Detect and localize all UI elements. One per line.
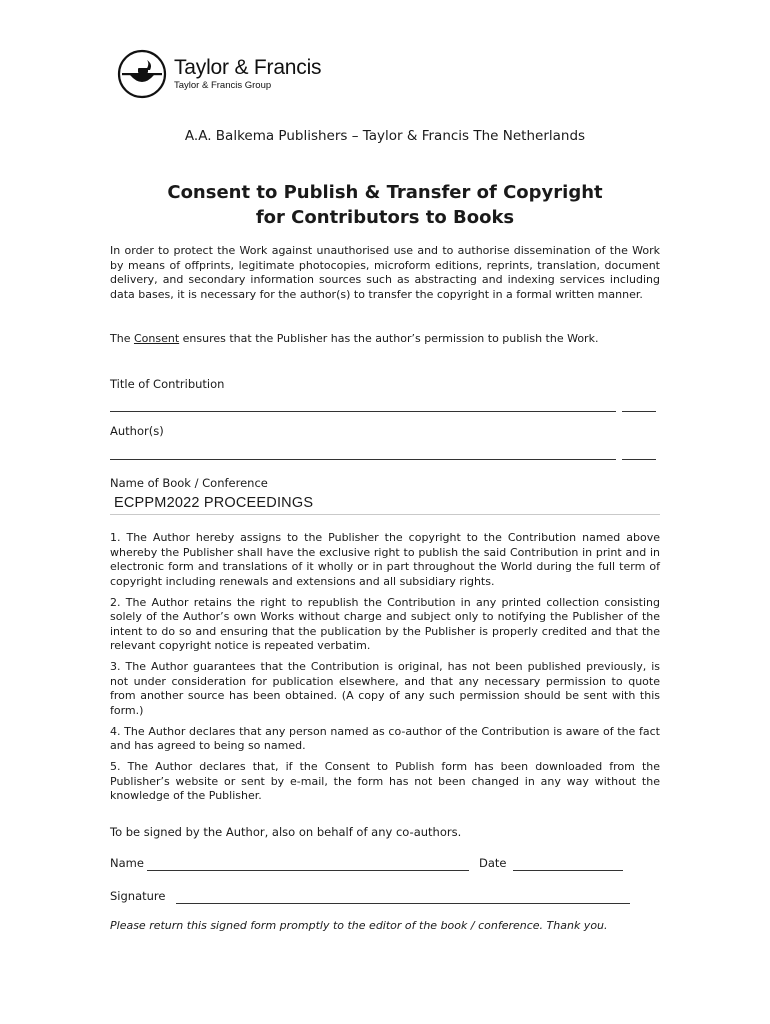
signing-note: To be signed by the Author, also on behalf of any co-authors. [110,825,462,839]
signature-label: Signature [110,889,166,903]
consent-prefix: The [110,332,134,345]
clause-1: 1. The Author hereby assigns to the Publisher the copyright to the Contribution named above whereby the Publisher shall have the exclusive right to publish the said Contribution in print and in electronic form and translations of it wholly or in part throughout the World during the full term of copyright including renewals and extensions and all subsidiary rights. [110,531,660,588]
authors-field[interactable] [110,459,616,460]
consent-paragraph [110,332,660,347]
name-field[interactable] [147,870,469,871]
title-line-2: for Contributors to Books [255,207,515,228]
contribution-title-label: Title of Contribution [110,377,225,391]
title-line-1: Consent to Publish & Transfer of Copyright [167,182,603,203]
clause-5: 5. The Author declares that, if the Consent to Publish form has been downloaded from the Publisher’s website or sent by e-mail, the form has not been changed in any way without the knowledge of the Publisher. [110,760,660,802]
logo-group: Taylor & Francis Group [174,80,272,91]
authors-field-end[interactable] [622,459,656,460]
name-label: Name [110,856,144,870]
document-title [0,180,770,230]
publisher-logo [116,48,321,100]
contribution-title-field[interactable] [110,411,616,412]
intro-paragraph: In order to protect the Work against unauthorised use and to authorise dissemination of the Work by means of offprints, legitimate photocopies, microform editions, reprints, translation, document delivery, and secondary information sources such as abstracting and indexing services including data bases, it is necessary for the author(s) to transfer the copyright in a formal written manner. [110,244,660,301]
clauses [110,531,660,810]
clause-2: 2. The Author retains the right to republish the Contribution in any printed collection consisting solely of the Author’s own Works without charge and subject only to notifying the Publisher of the intent to do so and ensuring that the publication by the Publisher is properly credited and that the relevant copyright notice is repeated verbatim. [110,595,660,652]
book-name-label: Name of Book / Conference [110,476,268,490]
book-name-underline [110,514,660,515]
date-label: Date [479,856,507,870]
date-field[interactable] [513,870,623,871]
lamp-icon [116,48,168,100]
consent-link[interactable]: Consent [133,332,180,345]
book-name-field[interactable]: ECPPM2022 PROCEEDINGS [114,495,314,511]
consent-suffix: ensures that the Publisher has the author’s permission to publish the Work. [179,332,599,345]
logo-name: Taylor & Francis [174,56,322,79]
publisher-line: A.A. Balkema Publishers – Taylor & Francis The Netherlands [184,128,586,144]
return-note: Please return this signed form promptly to the editor of the book / conference. Thank you. [110,919,608,932]
signature-field[interactable] [176,903,630,904]
authors-label: Author(s) [110,424,164,438]
clause-4: 4. The Author declares that any person named as co-author of the Contribution is aware of the fact and has agreed to being so named. [110,724,660,752]
clause-3: 3. The Author guarantees that the Contribution is original, has not been published previously, is not under consideration for publication elsewhere, and that any necessary permission to quote from another source has been obtained. (A copy of any such permission should be sent with this form.) [110,660,660,717]
contribution-title-field-end[interactable] [622,411,656,412]
